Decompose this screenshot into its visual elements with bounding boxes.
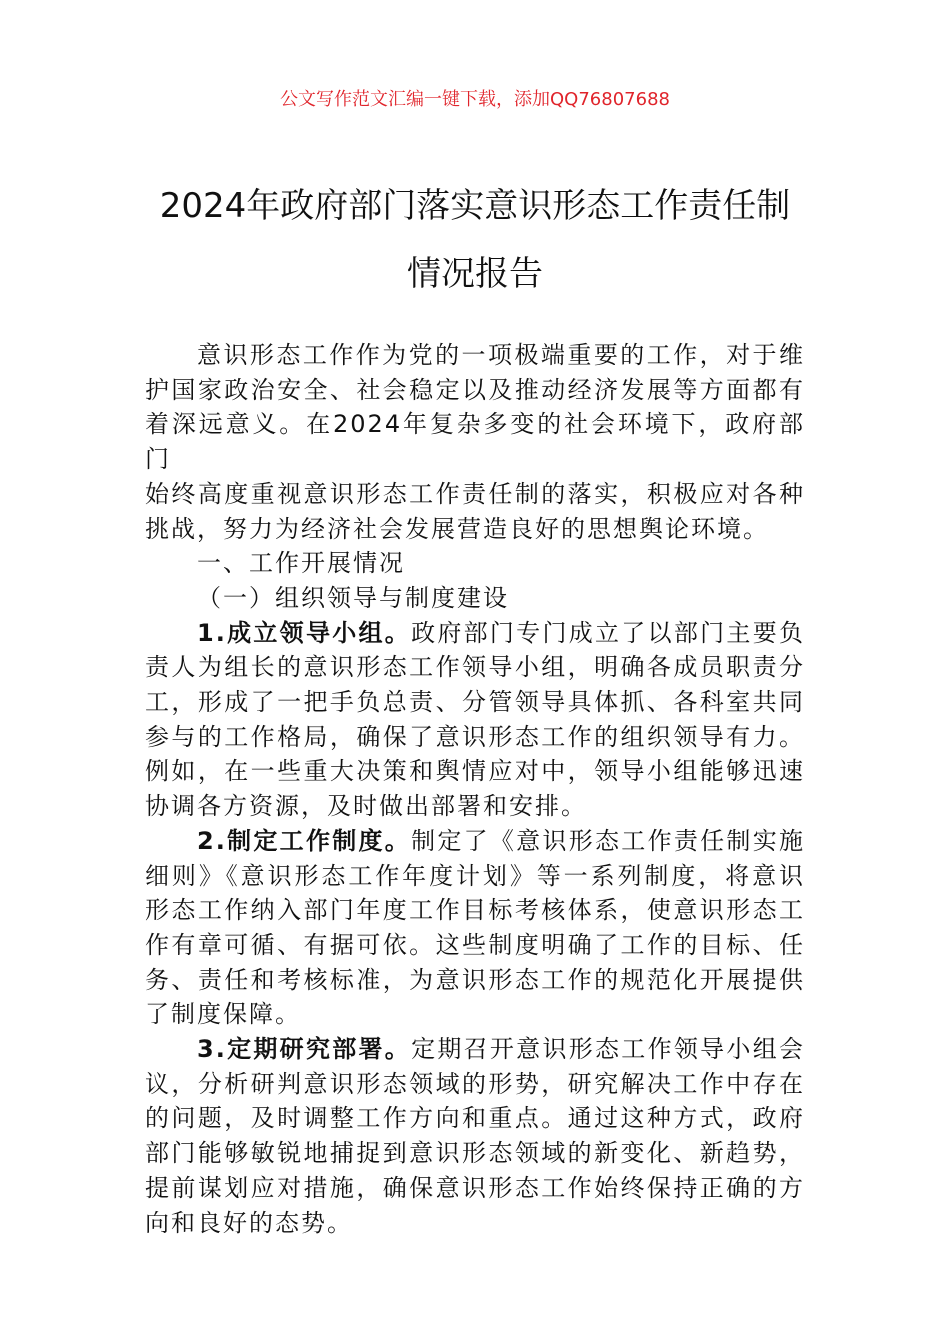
text-line xyxy=(145,997,805,1032)
text-line-content: 务、责任和考核标准，为意识形态工作的规范化开展提供 xyxy=(145,965,805,994)
text-line-content: 定期召开意识形态工作领导小组会 xyxy=(411,1035,805,1064)
text-line xyxy=(145,477,805,512)
document-body xyxy=(145,338,805,1240)
text-line-content: 议，分析研判意识形态领域的形势，研究解决工作中存在 xyxy=(145,1069,805,1098)
text-line xyxy=(145,963,805,998)
text-line-content: 意识形态工作作为党的一项极端重要的工作，对于维 xyxy=(197,341,805,369)
watermark-download-notice: 公文写作范文汇编一键下载，添加QQ76807688 xyxy=(280,89,670,110)
text-line xyxy=(145,1136,805,1171)
text-line xyxy=(145,1067,805,1102)
text-line xyxy=(145,1101,805,1136)
paragraph xyxy=(145,338,805,546)
text-line-content: 向和良好的态势。 xyxy=(145,1208,353,1237)
text-line xyxy=(145,824,805,859)
paragraph xyxy=(145,581,805,616)
paragraph-lead-heading: 3.定期研究部署。 xyxy=(197,1035,412,1064)
text-line-content: 细则》《意识形态工作年度计划》等一系列制度，将意识 xyxy=(145,861,805,890)
text-line-content: 制定了《意识形态工作责任制实施 xyxy=(411,826,805,855)
paragraph xyxy=(145,616,805,824)
text-line xyxy=(145,512,805,547)
text-line xyxy=(145,581,805,616)
text-line xyxy=(145,859,805,894)
text-line-content: 政府部门专门成立了以部门主要负 xyxy=(411,618,805,647)
text-line-content: 例如，在一些重大决策和舆情应对中，领导小组能够迅速 xyxy=(145,757,805,786)
paragraph xyxy=(145,546,805,581)
text-line xyxy=(145,546,805,581)
text-line-content: 护国家政治安全、社会稳定以及推动经济发展等方面都有 xyxy=(145,375,805,404)
text-line-content: 挑战，努力为经济社会发展营造良好的思想舆论环境。 xyxy=(145,514,769,543)
paragraph xyxy=(145,824,805,1032)
text-line xyxy=(145,893,805,928)
text-line-content: 参与的工作格局，确保了意识形态工作的组织领导有力。 xyxy=(145,722,805,751)
text-line xyxy=(145,1171,805,1206)
text-line-content: 协调各方资源，及时做出部署和安排。 xyxy=(145,792,587,821)
text-line-content: 提前谋划应对措施，确保意识形态工作始终保持正确的方 xyxy=(145,1173,805,1202)
text-line xyxy=(145,720,805,755)
paragraph-lead-heading: 2.制定工作制度。 xyxy=(197,826,412,855)
text-line-content: 着深远意义。在2024年复杂多变的社会环境下，政府部门 xyxy=(145,410,805,474)
document-title-line-1: 2024年政府部门落实意识形态工作责任制 xyxy=(159,186,791,226)
text-line-content: 责人为组长的意识形态工作领导小组，明确各成员职责分 xyxy=(145,653,805,682)
text-line xyxy=(145,789,805,824)
paragraph-lead-heading: 1.成立领导小组。 xyxy=(197,618,412,647)
text-line xyxy=(145,754,805,789)
text-line-content: 的问题，及时调整工作方向和重点。通过这种方式，政府 xyxy=(145,1104,805,1133)
text-line xyxy=(145,650,805,685)
paragraph xyxy=(145,1032,805,1240)
text-line xyxy=(145,928,805,963)
text-line xyxy=(145,338,805,373)
text-line xyxy=(145,1206,805,1241)
text-line-content: 作有章可循、有据可依。这些制度明确了工作的目标、任 xyxy=(145,930,805,959)
text-line xyxy=(145,1032,805,1067)
text-line-content: 了制度保障。 xyxy=(145,1000,301,1029)
text-line xyxy=(145,407,805,476)
document-title-line-2: 情况报告 xyxy=(407,254,543,294)
text-line-content: 形态工作纳入部门年度工作目标考核体系，使意识形态工 xyxy=(145,896,805,925)
text-line-content: 始终高度重视意识形态工作责任制的落实，积极应对各种 xyxy=(145,479,805,508)
text-line-content: 部门能够敏锐地捕捉到意识形态领域的新变化、新趋势， xyxy=(145,1139,805,1168)
text-line xyxy=(145,373,805,408)
text-line-content: （一）组织领导与制度建设 xyxy=(197,583,509,612)
text-line xyxy=(145,616,805,651)
text-line xyxy=(145,685,805,720)
text-line-content: 一、工作开展情况 xyxy=(197,549,405,578)
text-line-content: 工，形成了一把手负总责、分管领导具体抓、各科室共同 xyxy=(145,688,805,717)
